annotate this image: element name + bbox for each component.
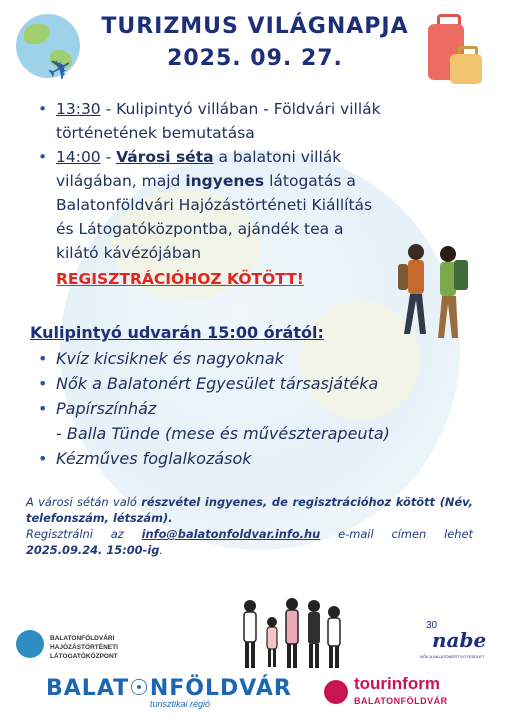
- page-title: TURIZMUS VILÁGNAPJA: [101, 14, 409, 39]
- suitcase-icon: [450, 54, 482, 84]
- activity-item: • Kvíz kicsiknek és nagyoknak: [38, 349, 284, 368]
- activity-item: • Nők a Balatonért Egyesület társasjátéka: [38, 374, 379, 393]
- balatonfoldvar-logo: BALAT☉NFÖLDVÁR: [46, 676, 292, 701]
- hikers-illustration: [386, 238, 486, 346]
- program-time: 14:00: [56, 148, 101, 166]
- program-item: • 13:30 - Kulipintyó villában - Földvári villák történetének bemutatása: [38, 100, 381, 142]
- registration-info: A városi sétán való részvétel ingyenes, de regisztrációhoz kötött (Név, telefonszám, létszám). Regisztrálni az info@balatonfoldvar.info.hu e-mail címen lehet 2025.09.24. 15:00-ig.: [26, 495, 473, 557]
- anchor-icon: [16, 630, 44, 658]
- nabe-logo: 30 nabe NŐK A BALATONÉRT EGYESÜLET: [420, 620, 487, 659]
- registration-notice: REGISZTRÁCIÓHOZ KÖTÖTT!: [56, 270, 304, 288]
- museum-logo: BALATONFÖLDVÁRI HAJÓZÁSTÖRTÉNETI LÁTOGATÓKÖZPONT: [16, 622, 192, 666]
- activity-subitem: - Balla Tünde (mese és művészterapeuta): [56, 424, 390, 443]
- program-item: • 14:00 - Városi séta a balatoni villák világában, majd ingyenes látogatás a Balatonföldvári Hajózástörténeti Kiállítás és Látogatóközpontba, ajándék tea a kilátó kávézójában REGISZTRÁCIÓHOZ KÖTÖTT!: [30, 145, 386, 291]
- activity-item: • Kézműves foglalkozások: [38, 449, 252, 468]
- program-time: 13:30: [56, 100, 101, 118]
- family-illustration: [236, 592, 348, 672]
- balatonfoldvar-tagline: turisztikai régió: [150, 699, 211, 709]
- tourinform-icon: [324, 680, 348, 704]
- activity-item: • Papírszínház - Balla Tünde (mese és művészterapeuta): [30, 396, 390, 446]
- airplane-icon: ✈: [41, 48, 80, 91]
- email-link[interactable]: info@balatonfoldvar.info.hu: [141, 527, 321, 541]
- program-highlight: Városi séta: [116, 148, 214, 166]
- activity-list: [30, 346, 390, 471]
- afternoon-heading: Kulipintyó udvarán 15:00 órától:: [30, 323, 324, 342]
- event-date: 2025. 09. 27.: [167, 46, 343, 71]
- program-text: Kulipintyó villában - Földvári villák történetének bemutatása: [56, 100, 381, 142]
